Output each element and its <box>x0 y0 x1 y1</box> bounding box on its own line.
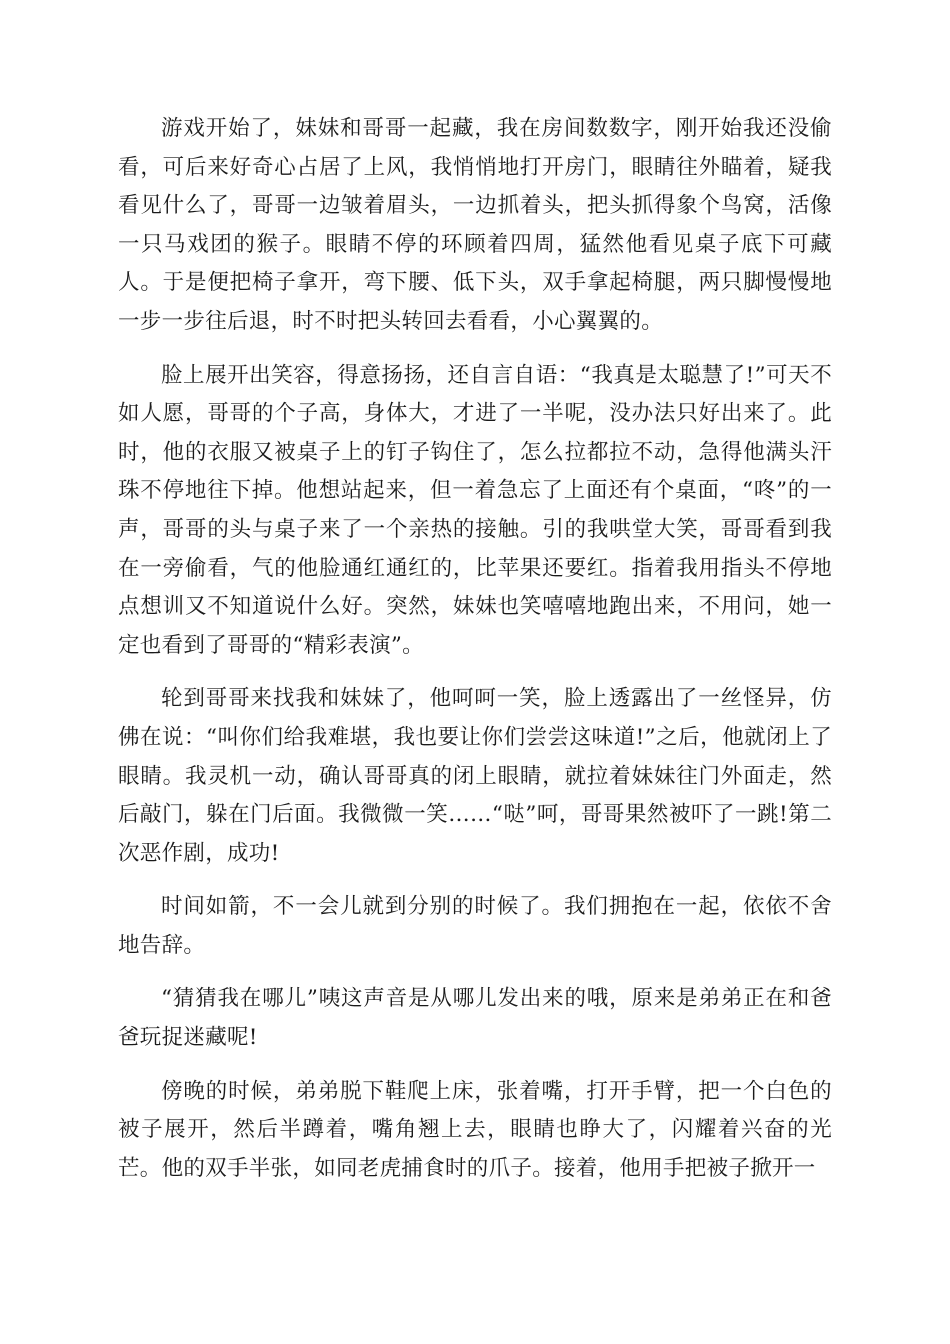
paragraph-2: 脸上展开出笑容，得意扬扬，还自言自语：“我真是太聪慧了!”可天不如人愿，哥哥的个子高，身体大，才进了一半呢，没办法只好出来了。此时，他的衣服又被桌子上的钉子钩住了，怎么拉都拉不动，急得他满头汗珠不停地往下掉。他想站起来，但一着急忘了上面还有个桌面，“咚”的一声，哥哥的头与桌子来了一个亲热的接触。引的我哄堂大笑，哥哥看到我在一旁偷看，气的他脸通红通红的，比苹果还要红。指着我用指头不停地点想训又不知道说什么好。突然，妹妹也笑嘻嘻地跑出来，不用问，她一定也看到了哥哥的“精彩表演”。 <box>118 362 832 658</box>
paragraph-3: 轮到哥哥来找我和妹妹了，他呵呵一笑，脸上透露出了一丝怪异，仿佛在说：“叫你们给我难堪，我也要让你们尝尝这味道!”之后，他就闭上了眼睛。我灵机一动，确认哥哥真的闭上眼睛，就拉着妹妹往门外面走，然后敲门，躲在门后面。我微微一笑……“哒”呵，哥哥果然被吓了一跳!第二次恶作剧，成功! <box>118 686 832 866</box>
paragraph-4: 时间如箭，不一会儿就到分别的时候了。我们拥抱在一起，依依不舍地告辞。 <box>118 894 832 958</box>
document-body <box>118 110 832 1203</box>
paragraph-1: 游戏开始了，妹妹和哥哥一起藏，我在房间数数字，刚开始我还没偷看，可后来好奇心占居了上风，我悄悄地打开房门，眼睛往外瞄着，疑我看见什么了，哥哥一边皱着眉头，一边抓着头，把头抓得象个鸟窝，活像一只马戏团的猴子。眼睛不停的环顾着四周，猛然他看见桌子底下可藏人。于是便把椅子拿开，弯下腰、低下头，双手拿起椅腿，两只脚慢慢地一步一步往后退，时不时把头转回去看看，小心翼翼的。 <box>118 116 832 334</box>
paragraph-5: “猜猜我在哪儿”咦这声音是从哪儿发出来的哦，原来是弟弟正在和爸爸玩捉迷藏呢! <box>118 986 832 1051</box>
paragraph-6: 傍晚的时候，弟弟脱下鞋爬上床，张着嘴，打开手臂，把一个白色的被子展开，然后半蹲着，嘴角翘上去，眼睛也睁大了，闪耀着兴奋的光芒。他的双手半张，如同老虎捕食时的爪子。接着，他用手把被子掀开一 <box>118 1078 832 1181</box>
